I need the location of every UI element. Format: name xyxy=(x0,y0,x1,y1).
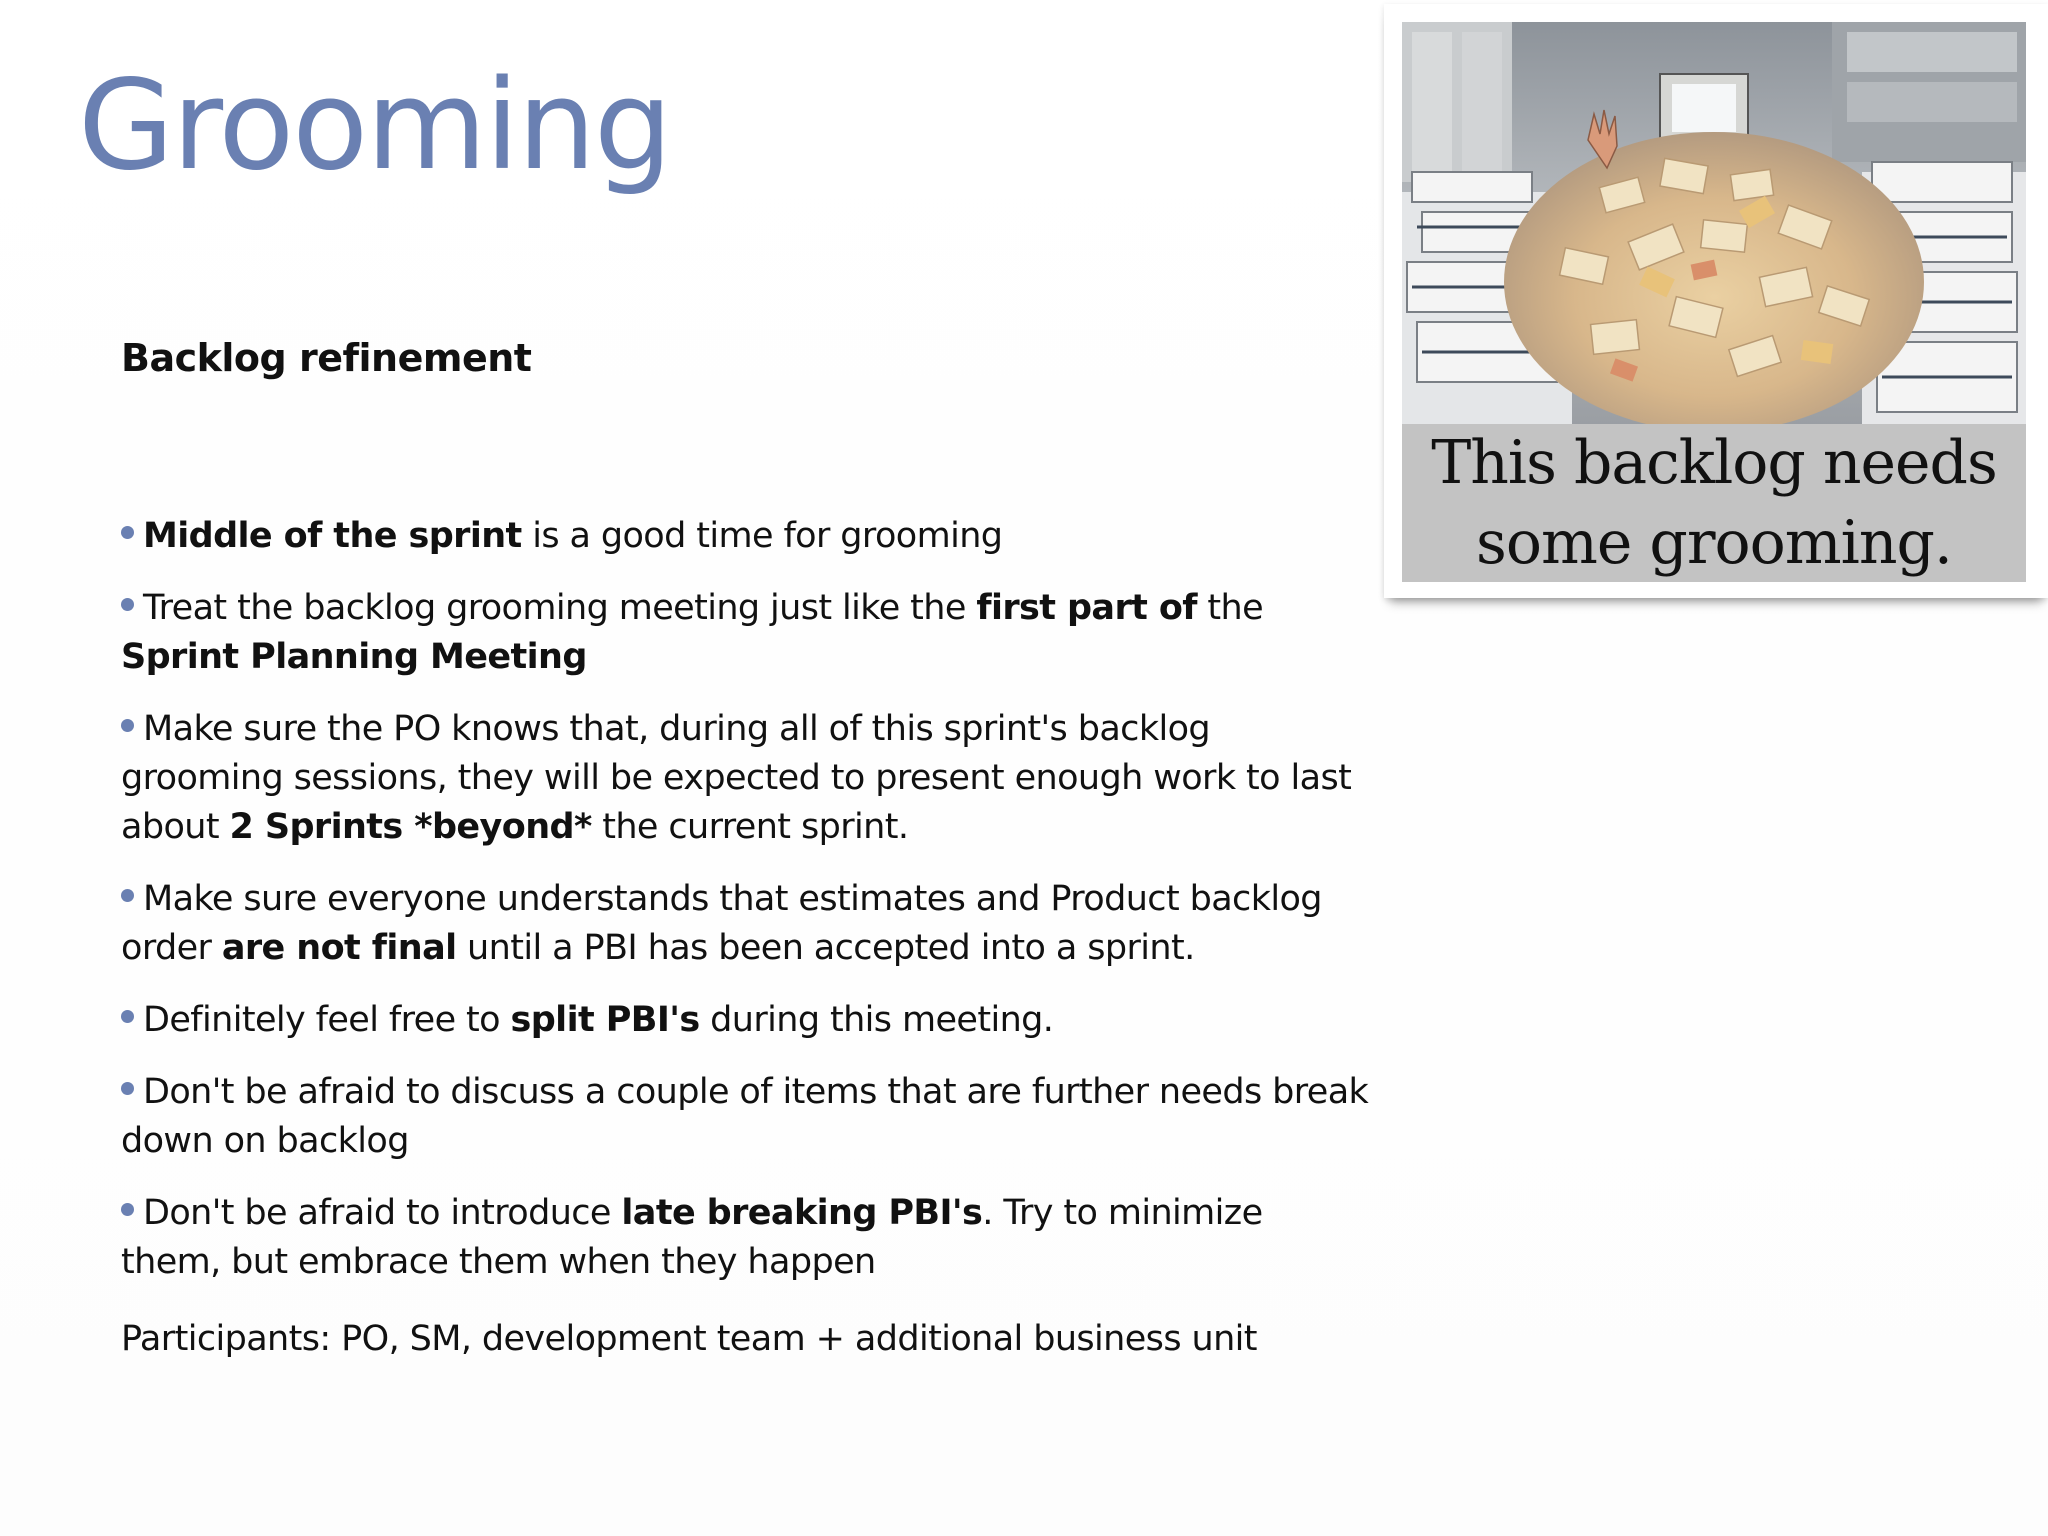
bullet-item xyxy=(121,584,1371,682)
bullet-text: is a good time for grooming xyxy=(521,516,1003,556)
bullet-dot-icon xyxy=(121,526,134,539)
slide-subtitle: Backlog refinement xyxy=(121,336,532,380)
bullet-list xyxy=(121,512,1371,1310)
bullet-text: the current sprint. xyxy=(591,807,909,847)
bullet-dot-icon xyxy=(121,1082,134,1095)
bullet-bold-text: late breaking PBI's xyxy=(621,1193,983,1233)
slide-title: Grooming xyxy=(78,54,671,198)
backlog-meme-image xyxy=(1384,4,2048,598)
bullet-dot-icon xyxy=(121,598,134,611)
bullet-bold-text: 2 Sprints *beyond* xyxy=(229,807,592,847)
bullet-bold-text: Sprint Planning Meeting xyxy=(121,637,587,677)
bullet-item xyxy=(121,1189,1371,1287)
bullet-text: Make sure the PO knows that, during all of this sprint's backlog grooming sessions, they will be expected to present enough work to last about xyxy=(121,709,1352,847)
image-caption: This backlog needs some grooming. xyxy=(1431,428,1997,578)
bullet-text: the xyxy=(1196,588,1264,628)
bullet-bold-text: split PBI's xyxy=(510,1000,700,1040)
bullet-item xyxy=(121,875,1371,973)
bullet-text: Treat the backlog grooming meeting just like the xyxy=(143,588,977,628)
bullet-text: until a PBI has been accepted into a sprint. xyxy=(456,928,1195,968)
bullet-item xyxy=(121,1068,1371,1166)
bullet-text: Definitely feel free to xyxy=(143,1000,511,1040)
bullet-item xyxy=(121,996,1371,1045)
bullet-bold-text: first part of xyxy=(976,588,1197,628)
bullet-dot-icon xyxy=(121,1010,134,1023)
paper-pile-photo xyxy=(1402,22,2026,426)
bullet-text: Don't be afraid to introduce xyxy=(143,1193,622,1233)
bullet-dot-icon xyxy=(121,1203,134,1216)
bullet-text: during this meeting. xyxy=(699,1000,1054,1040)
bullet-text: Don't be afraid to discuss a couple of items that are further needs break down on backlog xyxy=(121,1072,1369,1161)
image-caption-box xyxy=(1402,424,2026,582)
bullet-item xyxy=(121,705,1371,852)
bullet-text: Make sure everyone understands that estimates and Product backlog order xyxy=(121,879,1322,968)
bullet-item xyxy=(121,512,1371,561)
bullet-bold-text: Middle of the sprint xyxy=(143,516,522,556)
bullet-bold-text: are not final xyxy=(221,928,457,968)
bullet-text: . Try to minimize them, but embrace them when they happen xyxy=(121,1193,1263,1282)
participants-line: Participants: PO, SM, development team + additional business unit xyxy=(121,1319,1257,1359)
bullet-dot-icon xyxy=(121,719,134,732)
bullet-dot-icon xyxy=(121,889,134,902)
